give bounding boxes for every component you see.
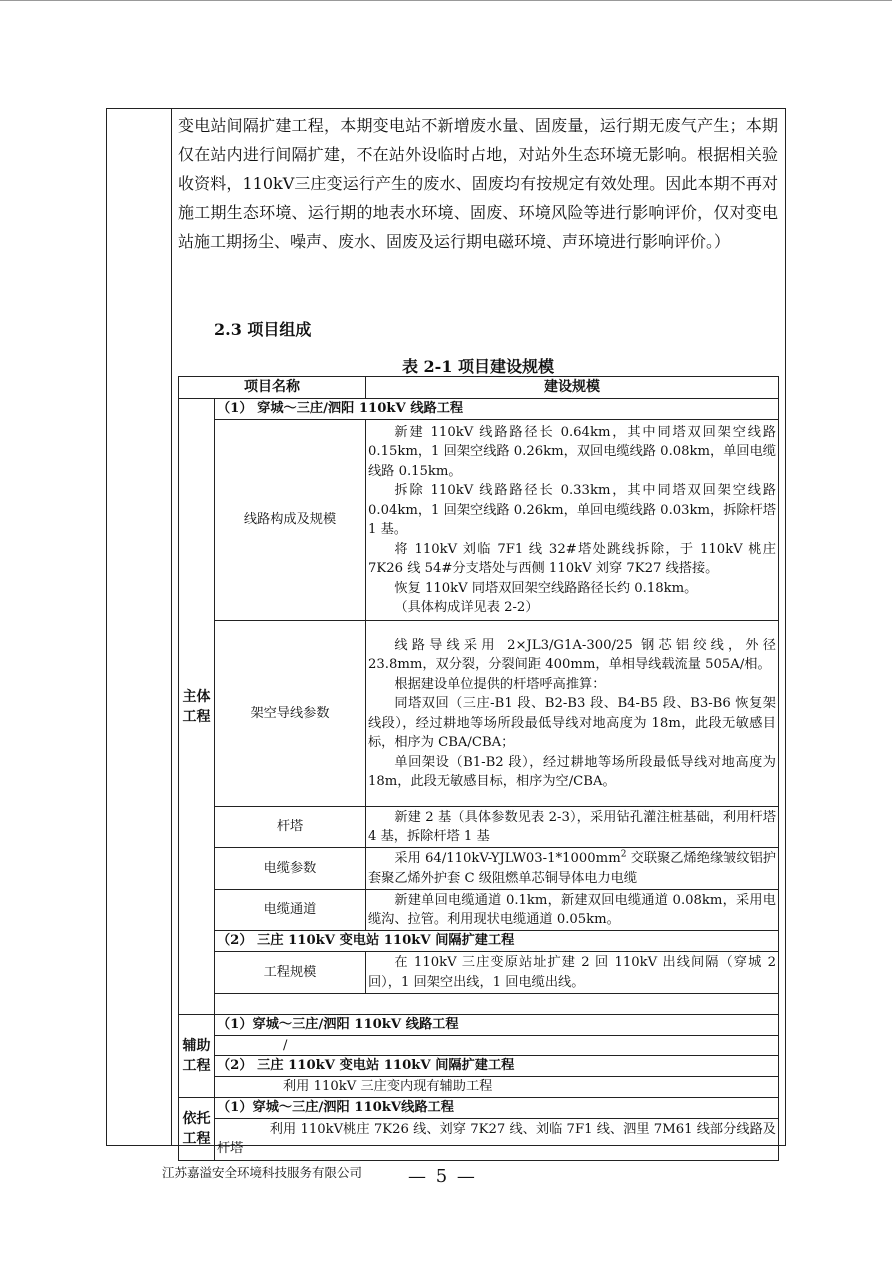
cable-text-a: 采用 64/110kV-YJLW03-1*1000mm (394, 851, 621, 866)
table-row (179, 1097, 779, 1118)
dep-line-desc (215, 1118, 779, 1160)
table-row (179, 1056, 779, 1077)
table-row (179, 807, 779, 848)
conductor-paragraph: 根据建设单位提供的杆塔呼高推算： (394, 676, 606, 692)
conductor-paragraph: 同塔双回（三庄-B1 段、B2-B3 段、B4-B5 段、B3-B6 恢复架线段），经过耕地等场所段最低导线对地高度为 18m，此段无敏感目标，相序为 CBA/CBA； (368, 696, 776, 750)
label-cable-channel: 电缆通道 (215, 890, 366, 931)
conductor-paragraph: 线路导线采用 2×JL3/G1A-300/25 钢芯铝绞线，外径 23.8mm，双分裂，分裂间距 400mm，单相导线载流量 505A/相。 (368, 637, 776, 672)
route-paragraph: 将 110kV 刘临 7F1 线 32#塔处跳线拆除，于 110kV 桃庄 7K26 线 54#分支塔处与西侧 110kV 刘穿 7K27 线搭接。 (368, 541, 776, 576)
header-construction-scale: 建设规模 (366, 377, 779, 399)
subproject-substation-works: （2） 三庄 110kV 变电站 110kV 间隔扩建工程 (215, 931, 779, 952)
tower-paragraph: 新建 2 基（具体参数见表 2-3），采用钻孔灌注桩基础，利用杆塔 4 基，拆除杆塔 1 基 (368, 809, 776, 844)
table-row (179, 890, 779, 931)
page-number: — 5 — (408, 1166, 477, 1187)
intro-paragraph: 变电站间隔扩建工程，本期变电站不新增废水量、固废量，运行期无废气产生；本期仅在站内进行间隔扩建，不在站外设临时占地，对站外生态环境无影响。根据相关验收资料，110kV三庄变运行产生的废水、固废均有按规定有效处理。因此本期不再对施工期生态环境、运行期的地表水环境、固废、环境风险等进行影响评价，仅对变电站施工期扬尘、噪声、废水、固废及运行期电磁环境、声环境进行影响评价。） (178, 116, 778, 251)
label-route-composition: 线路构成及规模 (215, 420, 366, 621)
table-row (179, 994, 779, 1015)
cable-paragraph (368, 849, 776, 888)
category-aux-works: 辅助工程 (179, 1015, 215, 1098)
table-row (179, 621, 779, 807)
channel-paragraph: 新建单回电缆通道 0.1km，新建双回电缆通道 0.08km，采用电缆沟、拉管。利用现状电缆通道 0.05km。 (368, 892, 776, 927)
scale-paragraph: 在 110kV 三庄变原站址扩建 2 回 110kV 出线间隔（穿城 2 回），1 回架空出线，1 回电缆出线。 (368, 955, 776, 990)
desc-conductor-params (366, 621, 779, 807)
header-project-name: 项目名称 (179, 377, 366, 399)
table-header-row (179, 377, 779, 399)
desc-route-composition (366, 420, 779, 621)
label-project-scale: 工程规模 (215, 952, 366, 994)
table-row (179, 931, 779, 952)
label-cable-params: 电缆参数 (215, 848, 366, 890)
desc-cable-params (366, 848, 779, 890)
aux-subproject-substation: （2） 三庄 110kV 变电站 110kV 间隔扩建工程 (215, 1056, 779, 1077)
table-row (179, 1035, 779, 1056)
label-towers: 杆塔 (215, 807, 366, 848)
footer-company: 江苏嘉溢安全环境科技服务有限公司 (162, 1165, 363, 1180)
route-paragraph: 恢复 110kV 同塔双回架空线路路径长约 0.18km。 (394, 580, 698, 596)
table-row (179, 420, 779, 621)
table-row (179, 1015, 779, 1036)
dep-subproject-line: （1）穿城～三庄/泗阳 110kV线路工程 (215, 1097, 779, 1118)
table-caption: 表 2-1 项目建设规模 (401, 357, 555, 376)
aux-line-desc: / (215, 1035, 779, 1056)
route-paragraph: 拆除 110kV 线路路径长 0.33km，其中同塔双回架空线路 0.04km，1 回架空线路 0.26km，单回电缆线路 0.03km，拆除杆塔 1 基。 (368, 483, 776, 537)
category-dependent-works: 依托工程 (179, 1097, 215, 1160)
subproject-line-works: （1） 穿城～三庄/泗阳 110kV 线路工程 (215, 399, 779, 420)
table-row (179, 1076, 779, 1097)
cable-text-b: 交联聚乙烯绝缘皱纹铝护套聚乙烯外护套 C 级阻燃单芯铜导体电力电缆 (368, 851, 776, 886)
page-top-rule (0, 0, 892, 1)
cable-text-sup: 2 (620, 849, 627, 860)
table-row (179, 399, 779, 420)
route-paragraph: 新建 110kV 线路路径长 0.64km，其中同塔双回架空线路 0.15km，1 回架空线路 0.26km，双回电缆线路 0.08km，单回电缆线路 0.15km。 (368, 424, 776, 479)
desc-project-scale (366, 952, 779, 994)
desc-cable-channel (366, 890, 779, 931)
conductor-paragraph: 单回架设（B1-B2 段），经过耕地等场所段最低导线对地高度为 18m，此段无敏感目标，相序为空/CBA。 (368, 754, 776, 789)
category-main-works: 主体工程 (179, 399, 215, 1015)
table-row (179, 952, 779, 994)
label-conductor-params: 架空导线参数 (215, 621, 366, 807)
frame-divider (171, 108, 172, 1146)
project-scale-table (178, 376, 779, 1161)
dep-paragraph: 利用 110kV桃庄 7K26 线、刘穿 7K27 线、刘临 7F1 线、泗里 7M61 线部分线路及杆塔 (217, 1121, 776, 1156)
desc-towers (366, 807, 779, 848)
section-heading: 2.3 项目组成 (214, 320, 312, 339)
table-row (179, 848, 779, 890)
aux-subproject-line: （1）穿城～三庄/泗阳 110kV 线路工程 (215, 1015, 779, 1036)
route-paragraph: （具体构成详见表 2-2） (394, 600, 539, 615)
aux-substation-desc: 利用 110kV 三庄变内现有辅助工程 (215, 1076, 779, 1097)
table-row (179, 1118, 779, 1160)
